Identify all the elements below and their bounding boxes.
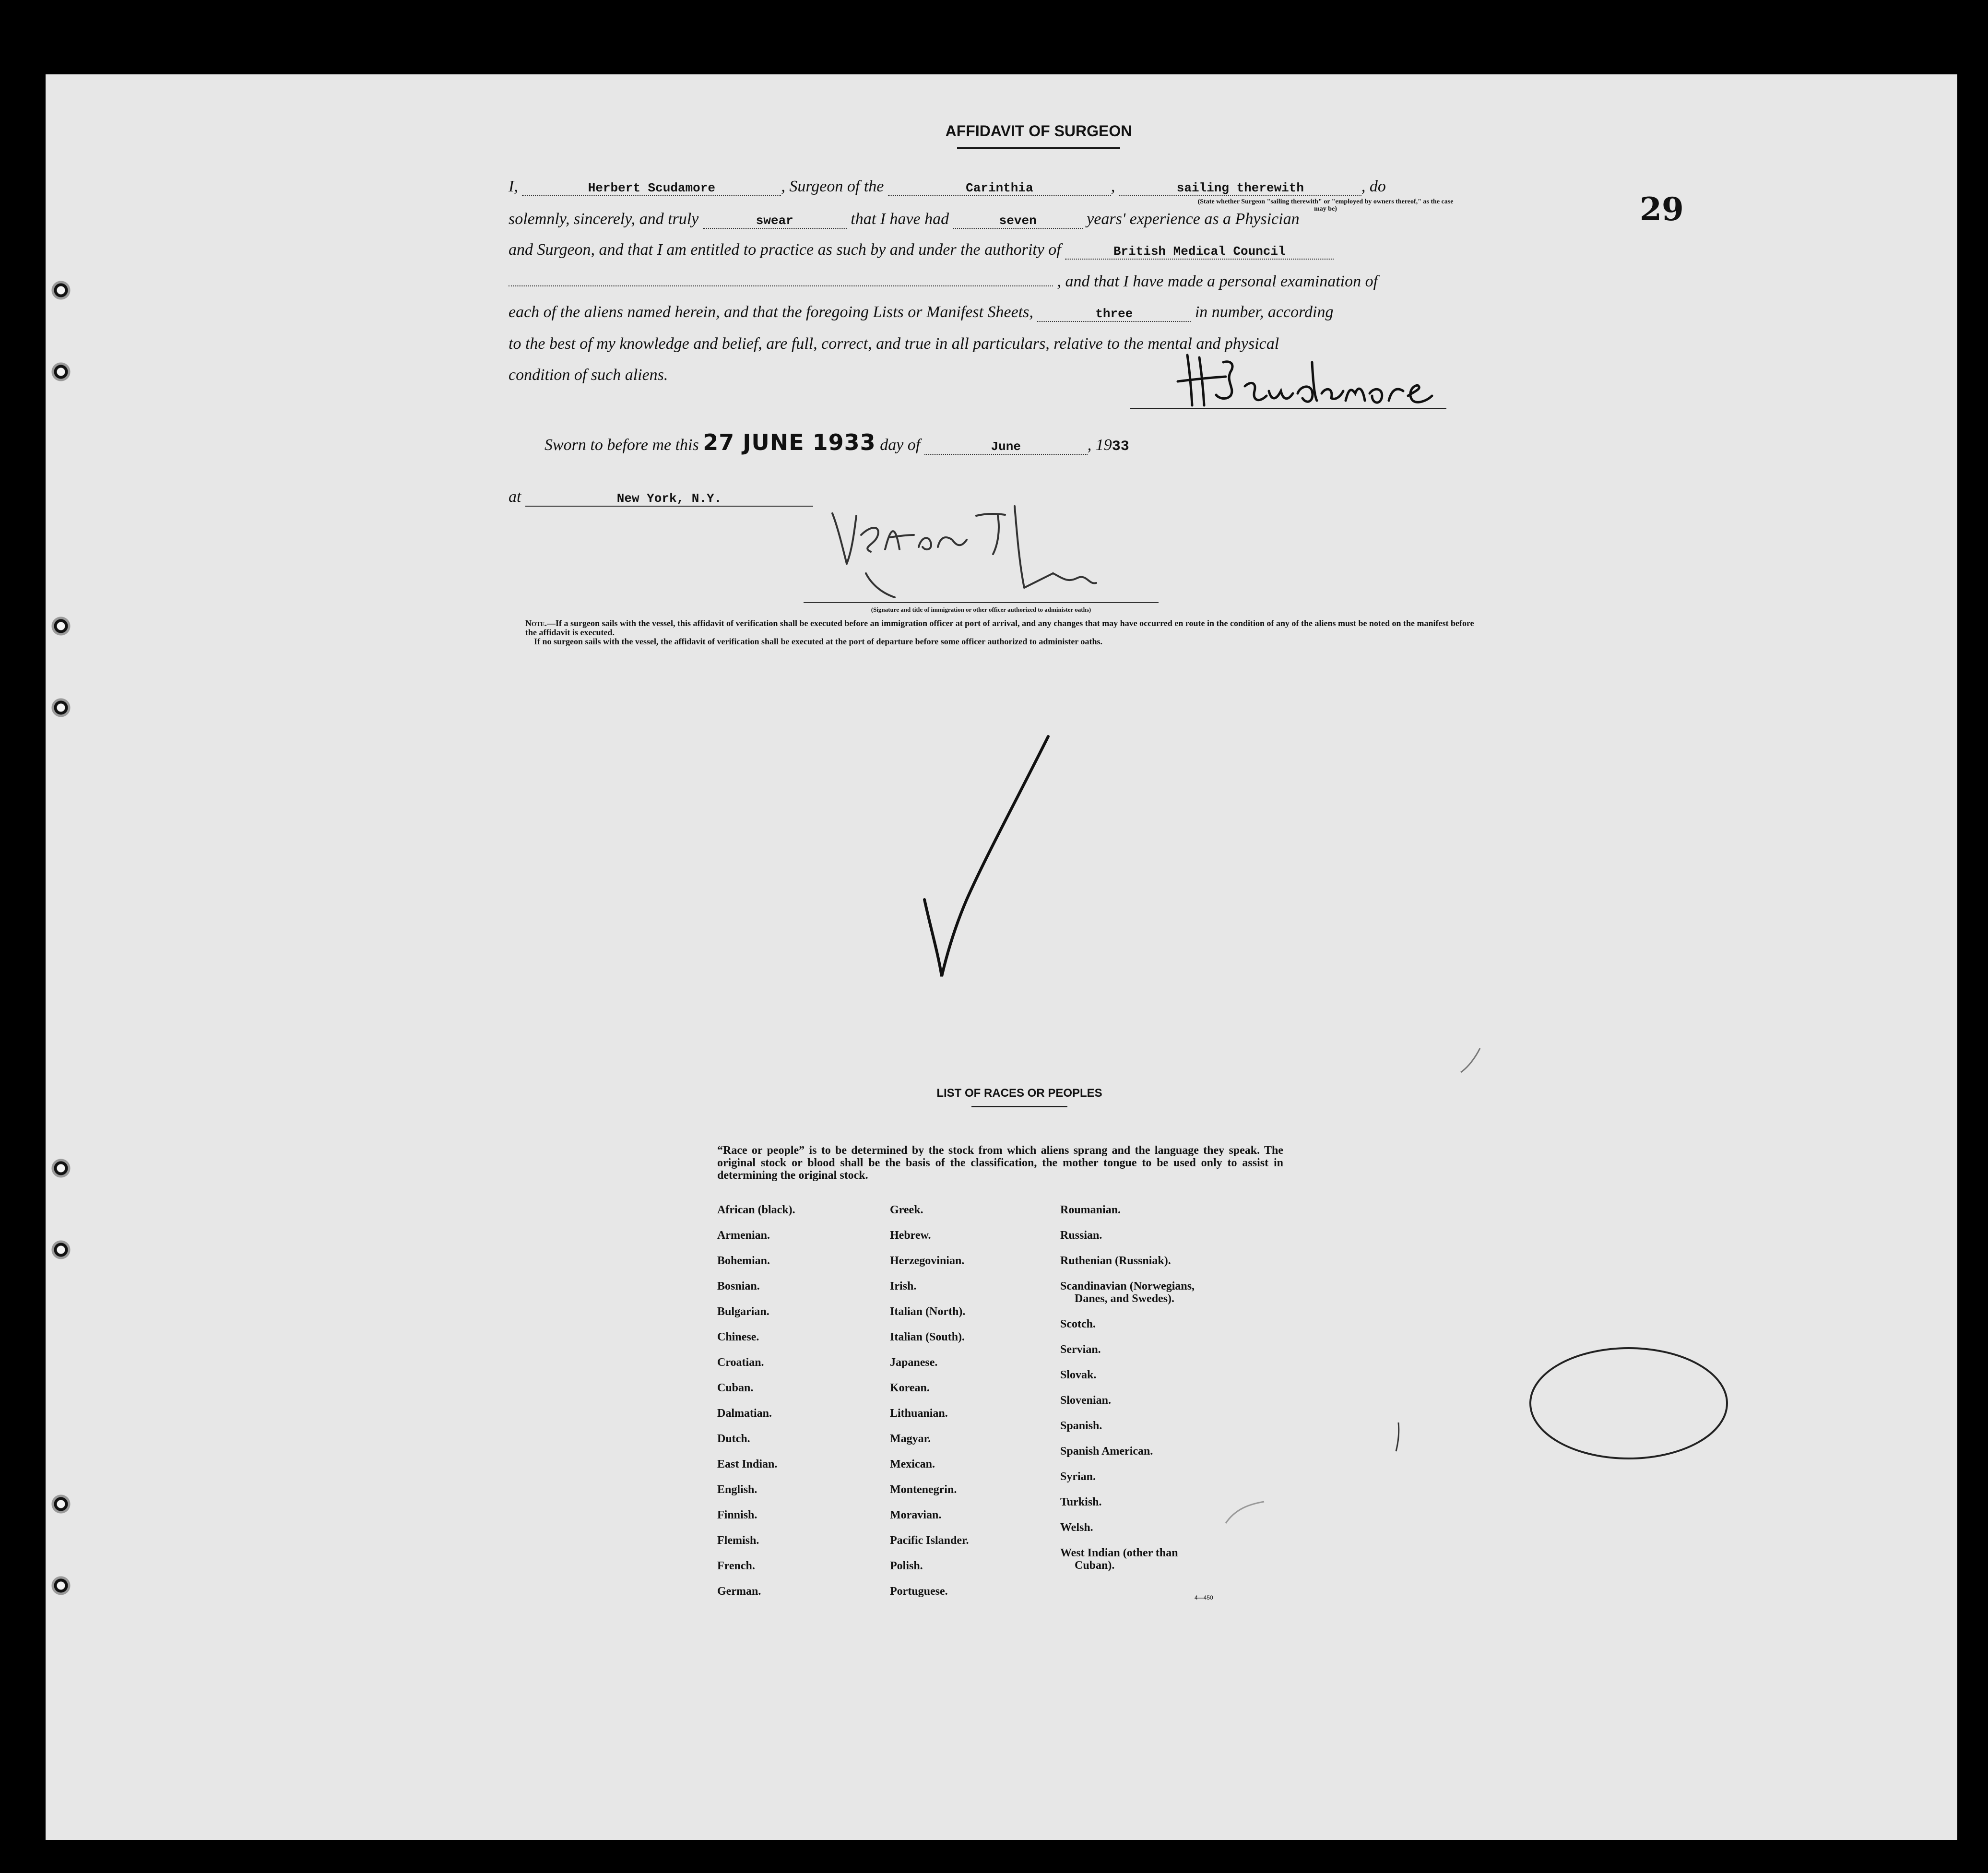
races-list-intro: “Race or people” is to be determined by the stock from which aliens sprang and the language they speak. The original stock or blood shall be the basis of the classification, the mother tongue to be used only to assist in determining the original stock. bbox=[717, 1144, 1283, 1182]
text: , and that I have made a personal examination of bbox=[1057, 273, 1378, 290]
text: years' experience as a Physician bbox=[1087, 210, 1300, 228]
race-item: Polish. bbox=[890, 1560, 923, 1572]
race-item: Flemish. bbox=[717, 1534, 759, 1547]
race-item: Japanese. bbox=[890, 1356, 938, 1369]
race-item: Spanish American. bbox=[1060, 1445, 1153, 1458]
race-item: Danes, and Swedes). bbox=[1075, 1292, 1175, 1305]
race-item: Russian. bbox=[1060, 1229, 1102, 1242]
surgeon-signature bbox=[1178, 355, 1432, 405]
race-item: Spanish. bbox=[1060, 1420, 1102, 1432]
race-item: Scandinavian (Norwegians, bbox=[1060, 1280, 1195, 1292]
text: solemnly, sincerely, and truly bbox=[509, 210, 699, 228]
pencil-mark bbox=[1226, 1502, 1264, 1523]
race-item: Moravian. bbox=[890, 1509, 942, 1521]
check-mark bbox=[924, 736, 1048, 976]
race-item: Irish. bbox=[890, 1280, 917, 1292]
note-label: Note. bbox=[525, 618, 547, 628]
manifest-sheets-count-field: three bbox=[1037, 307, 1191, 322]
years-experience-field: seven bbox=[953, 213, 1083, 229]
form-code: 4—450 bbox=[1195, 1594, 1213, 1601]
status-instruction-note: (State whether Surgeon "sailing therewith" or "employed by owners thereof," as the case may be) bbox=[1197, 198, 1454, 213]
race-item: Greek. bbox=[890, 1204, 923, 1216]
race-item: Finnish. bbox=[717, 1509, 757, 1521]
race-item: Slovak. bbox=[1060, 1369, 1097, 1381]
sworn-year-field: 33 bbox=[1112, 439, 1129, 455]
race-item: German. bbox=[717, 1585, 761, 1598]
text: in number, according bbox=[1195, 303, 1334, 321]
race-item: Lithuanian. bbox=[890, 1407, 948, 1420]
race-item: Bulgarian. bbox=[717, 1305, 769, 1318]
surgeon-status-field: sailing therewith bbox=[1119, 181, 1361, 196]
officer-caption: (Signature and title of immigration or other officer authorized to administer oaths) bbox=[871, 606, 1091, 613]
race-item: Italian (North). bbox=[890, 1305, 966, 1318]
officer-signature bbox=[832, 506, 1096, 597]
race-item: English. bbox=[717, 1483, 757, 1496]
race-item: Scotch. bbox=[1060, 1318, 1096, 1330]
race-item: Welsh. bbox=[1060, 1521, 1093, 1534]
race-item: West Indian (other than bbox=[1060, 1547, 1178, 1559]
text: and Surgeon, and that I am entitled to practice as such by and under the authority of bbox=[509, 241, 1061, 259]
race-item: Croatian. bbox=[717, 1356, 764, 1369]
note-text: —If a surgeon sails with the vessel, this affidavit of verification shall be executed before an immigration officer at port of arrival, and any changes that may have occurred en route in the condition of any of the aliens must be noted on the manifest before the affidavit is executed. bbox=[525, 618, 1474, 637]
text: , bbox=[1111, 178, 1115, 195]
race-item: Slovenian. bbox=[1060, 1394, 1112, 1407]
race-item: Herzegovinian. bbox=[890, 1255, 965, 1267]
race-item: Bosnian. bbox=[717, 1280, 760, 1292]
race-item: Cuban. bbox=[717, 1382, 754, 1394]
text: , 19 bbox=[1087, 436, 1112, 454]
race-item: Syrian. bbox=[1060, 1470, 1096, 1483]
race-item: East Indian. bbox=[717, 1458, 778, 1470]
sworn-month-field: June bbox=[924, 439, 1088, 455]
race-item: Montenegrin. bbox=[890, 1483, 957, 1496]
surgeon-name-field: Herbert Scudamore bbox=[522, 181, 781, 196]
race-item: Ruthenian (Russniak). bbox=[1060, 1255, 1171, 1267]
text: that I have had bbox=[851, 210, 949, 228]
text: Sworn to before me this bbox=[544, 436, 699, 454]
licensing-authority-field: British Medical Council bbox=[1065, 244, 1334, 260]
oath-field: swear bbox=[703, 213, 847, 229]
document-page bbox=[46, 74, 1957, 1840]
affidavit-line-6: to the best of my knowledge and belief, are full, correct, and true in all particulars, relative to the mental and physical bbox=[509, 335, 1279, 353]
race-item: Hebrew. bbox=[890, 1229, 931, 1242]
ellipse-mark bbox=[1530, 1348, 1727, 1458]
race-item: French. bbox=[717, 1560, 755, 1572]
race-item: Dalmatian. bbox=[717, 1407, 772, 1420]
affidavit-title: AFFIDAVIT OF SURGEON bbox=[945, 122, 1132, 140]
note-paragraph-2: If no surgeon sails with the vessel, the affidavit of verification shall be executed at the port of departure before some officer authorized to administer oaths. bbox=[534, 637, 1103, 646]
race-item: Armenian. bbox=[717, 1229, 770, 1242]
race-item: Chinese. bbox=[717, 1331, 759, 1343]
race-item: Dutch. bbox=[717, 1433, 750, 1445]
race-item: Portuguese. bbox=[890, 1585, 948, 1598]
race-item: Roumanian. bbox=[1060, 1204, 1121, 1216]
text: , Surgeon of the bbox=[781, 178, 884, 195]
handwritten-marks bbox=[46, 74, 1957, 1840]
race-item: Italian (South). bbox=[890, 1331, 965, 1343]
race-item: Cuban). bbox=[1075, 1559, 1115, 1572]
race-item: Turkish. bbox=[1060, 1496, 1102, 1508]
vessel-name-field: Carinthia bbox=[888, 181, 1111, 196]
race-item: Bohemian. bbox=[717, 1255, 770, 1267]
text: day of bbox=[880, 436, 921, 454]
pencil-mark bbox=[1396, 1423, 1399, 1451]
race-item: Mexican. bbox=[890, 1458, 935, 1470]
race-item: African (black). bbox=[717, 1204, 795, 1216]
races-list-title: LIST OF RACES OR PEOPLES bbox=[936, 1087, 1102, 1100]
place-field: New York, N.Y. bbox=[525, 491, 813, 507]
affidavit-line-7: condition of such aliens. bbox=[509, 366, 668, 384]
race-item: Magyar. bbox=[890, 1433, 931, 1445]
race-item: Pacific Islander. bbox=[890, 1534, 969, 1547]
pencil-mark bbox=[1461, 1048, 1480, 1072]
text: , do bbox=[1361, 178, 1386, 195]
text: I, bbox=[509, 178, 518, 195]
page-number: 29 bbox=[1640, 190, 1684, 228]
text: each of the aliens named herein, and that the foregoing Lists or Manifest Sheets, bbox=[509, 303, 1033, 321]
text: at bbox=[509, 488, 521, 506]
race-item: Korean. bbox=[890, 1382, 930, 1394]
date-stamp: 27 JUNE 1933 bbox=[703, 429, 876, 455]
race-item: Servian. bbox=[1060, 1343, 1101, 1356]
